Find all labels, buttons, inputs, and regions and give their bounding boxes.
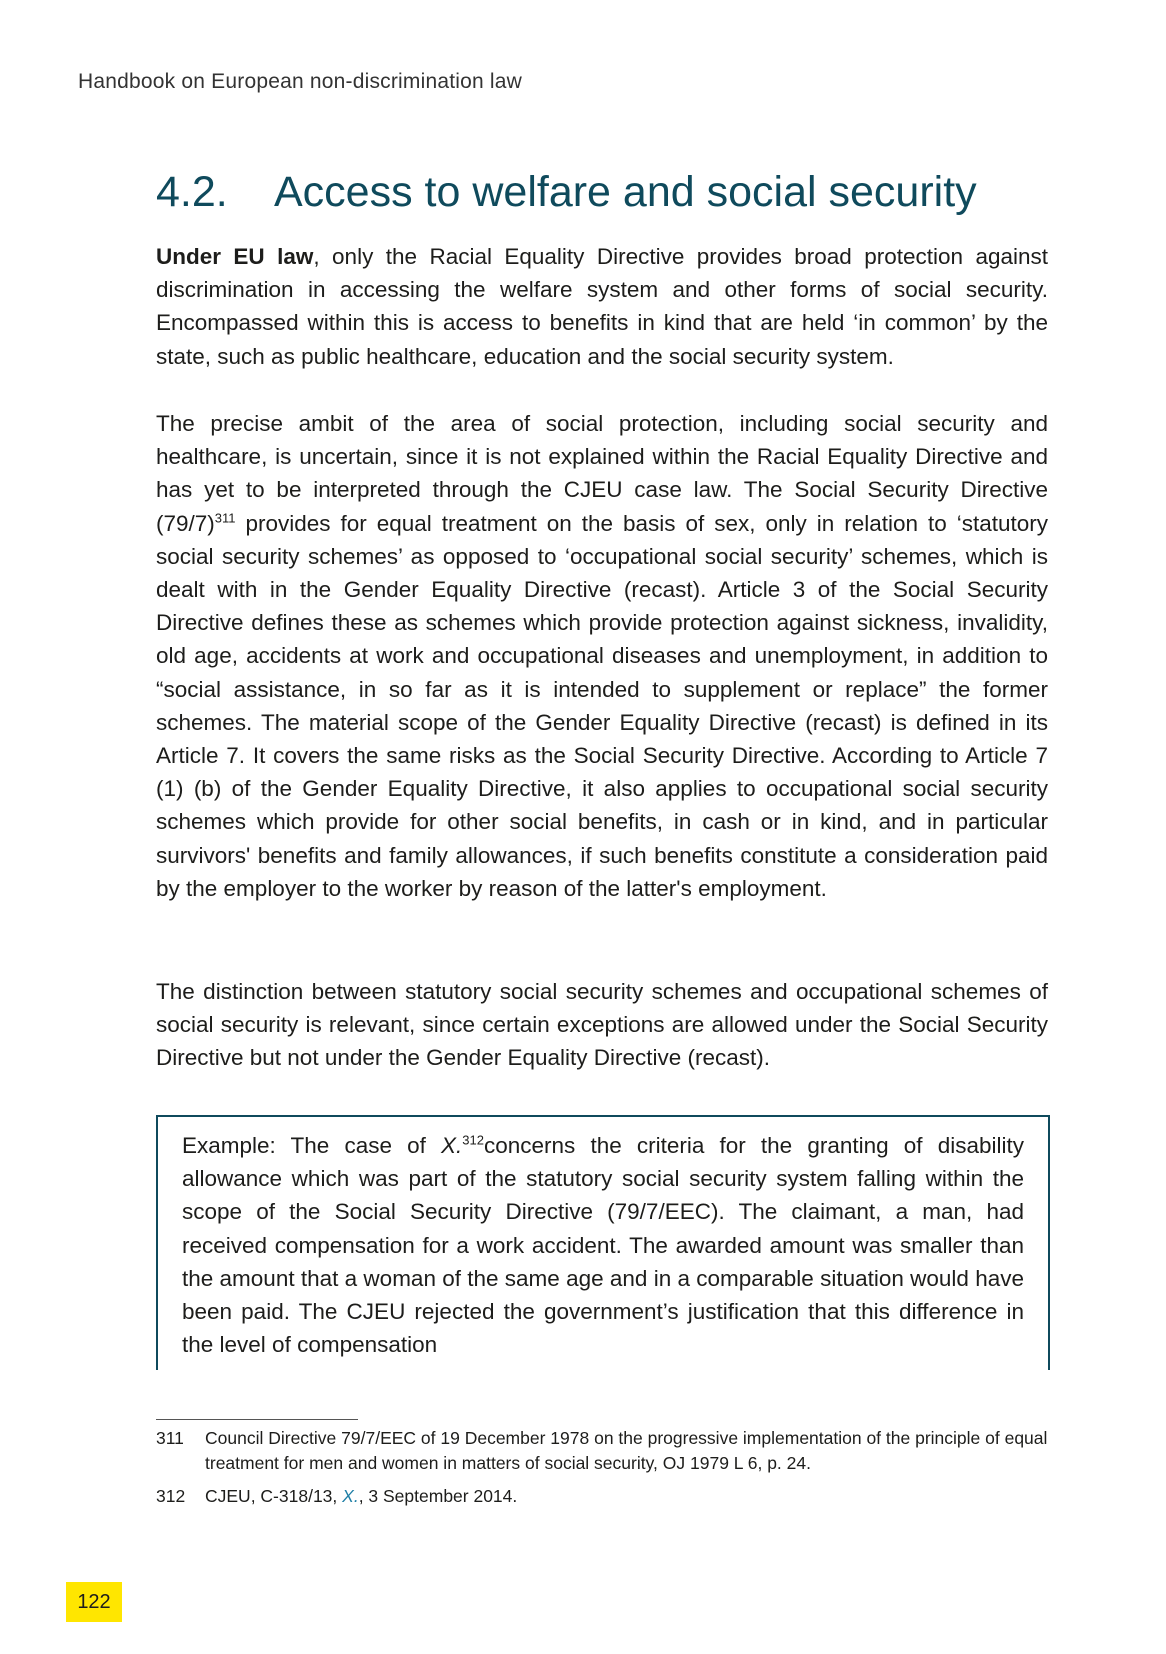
running-head: Handbook on European non-discrimination law (78, 70, 523, 93)
example-body: concerns the criteria for the granting of disability allowance which was part of the statutory social security system falling within the scope of the Social Security Directive (79/7/EEC). The claimant, a man, had received compensation for a work accident. The awarded amount was smaller than the amount that a woman of the same age and in a comparable situation would have been paid. The CJEU rejected the government’s justification that this difference in the level of compensation (182, 1133, 1024, 1358)
paragraph-1-lead: Under EU law (156, 244, 314, 269)
example-box (156, 1115, 1050, 1370)
case-link[interactable]: X. (342, 1486, 359, 1506)
footnote-text-a: CJEU, C-318/13, (205, 1486, 343, 1506)
example-case-name: X. (441, 1133, 463, 1158)
footnote-text (205, 1484, 1048, 1509)
section-title (156, 168, 977, 217)
paragraph-2 (156, 407, 1048, 905)
paragraph-2-text-a: The precise ambit of the area of social protection, including social security and healthcare, is uncertain, since it is not explained within the Racial Equality Directive and has yet to be interpreted through the CJEU case law. The Social Security Directive (79/7) (156, 411, 1048, 536)
paragraph-3: The distinction between statutory social security schemes and occupational schemes of social security is relevant, since certain exceptions are allowed under the Social Security Directive but not under the Gender Equality Directive (recast). (156, 979, 1048, 1071)
footnote-number: 311 (156, 1428, 184, 1448)
paragraph-2-text-b: provides for equal treatment on the basis of sex, only in relation to ‘statutory social security schemes’ as opposed to ‘occupational social security’ schemes, which is dealt with in the Gender Equality Directive (recast). Article 3 of the Social Security Directive defines these as schemes which provide protection against sickness, invalidity, old age, accidents at work and occupational diseases and unemployment, in addition to “social assistance, in so far as it is intended to supplement or replace” the former schemes. The material scope of the Gender Equality Directive (recast) is defined in its Article 7. It covers the same risks as the Social Security Directive. According to Article 7 (1) (b) of the Gender Equality Directive, it also applies to occupational social security schemes which provide for other social benefits, in cash or in kind, and in particular survivors' benefits and family allowances, if such benefits constitute a consideration paid by the employer to the worker by reason of the latter's employment. (156, 510, 1048, 901)
footnote-number: 312 (156, 1486, 186, 1506)
footnote-311 (156, 1426, 1048, 1476)
footnote-ref-311[interactable]: 311 (214, 510, 236, 526)
footnote-separator (156, 1419, 358, 1420)
paragraph-1 (156, 240, 1048, 373)
example-text (182, 1129, 1024, 1361)
section-title-text: Access to welfare and social security (274, 168, 977, 216)
page-number: 122 (66, 1582, 122, 1622)
section-number: 4.2. (156, 168, 228, 216)
footnote-312 (156, 1484, 1048, 1509)
footnote-text-b: , 3 September 2014. (358, 1486, 518, 1506)
footnote-text: Council Directive 79/7/EEC of 19 December 1978 on the progressive implementation of the principle of equal treatment for men and women in matters of social security, OJ 1979 L 6, p. 24. (205, 1428, 1048, 1473)
footnote-ref-312[interactable]: 312 (462, 1132, 484, 1148)
example-lead: Example: The case of (182, 1133, 442, 1158)
paragraph-1-text: , only the Racial Equality Directive provides broad protection against discrimination in accessing the welfare system and other forms of social security. Encompassed within this is access to benefits in kind that are held ‘in common’ by the state, such as public healthcare, education and the social security system. (156, 244, 1049, 369)
